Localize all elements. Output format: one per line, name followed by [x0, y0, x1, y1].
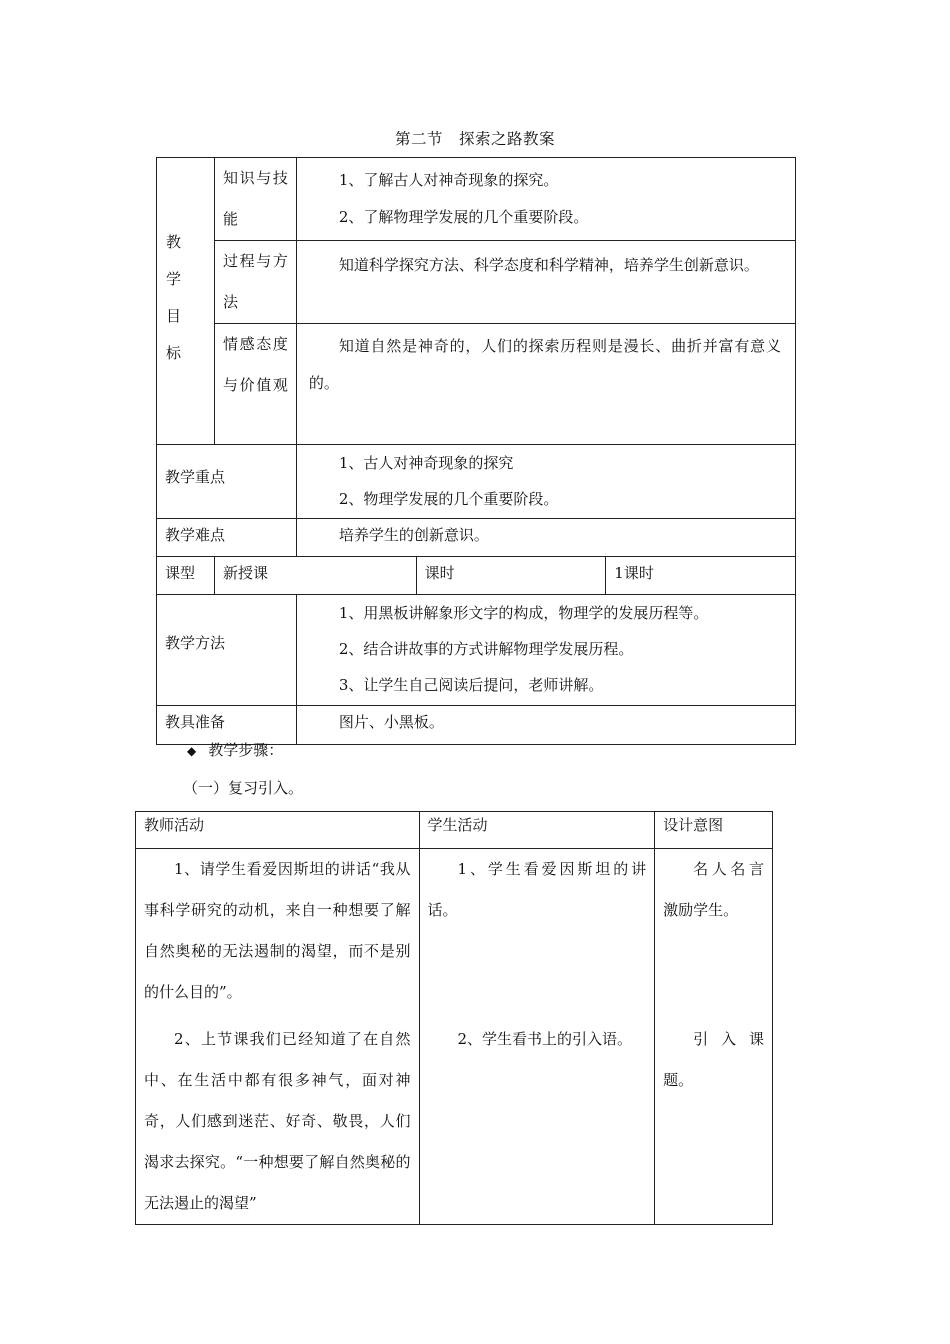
process-text: 知道科学探究方法、科学态度和科学精神，培养学生创新意识。 — [338, 256, 759, 274]
process-label: 过程与方法 — [222, 252, 288, 311]
teacher-activity-cell — [136, 849, 420, 1225]
steps-heading-row — [187, 736, 283, 765]
lesson-plan-table — [156, 157, 796, 745]
emotion-content-cell — [296, 324, 795, 445]
difficulty-label-cell — [157, 519, 297, 557]
emotion-label-cell — [214, 324, 296, 445]
col-student-header — [419, 812, 655, 849]
difficulty-content-cell — [296, 519, 795, 557]
method-content-cell — [296, 595, 795, 706]
type-label: 课型 — [165, 564, 196, 582]
key-content-cell — [296, 445, 795, 519]
period-label: 课时 — [424, 564, 455, 582]
diamond-bullet-icon: ◆ — [187, 744, 197, 758]
method-label-cell — [157, 595, 297, 706]
emotion-label: 情感态度与价值观 — [222, 335, 288, 394]
knowledge-label-cell — [214, 158, 296, 241]
difficulty-label: 教学难点 — [165, 526, 226, 544]
objectives-cell — [157, 158, 215, 445]
process-content-cell — [296, 241, 795, 324]
knowledge-item: 1、了解古人对神奇现象的探究。 — [338, 171, 559, 189]
method-item: 2、结合讲故事的方式讲解物理学发展历程。 — [338, 640, 634, 658]
period-value: 1课时 — [614, 564, 654, 582]
tools-label: 教具准备 — [165, 713, 226, 731]
method-label: 教学方法 — [165, 634, 226, 652]
activity-table — [135, 811, 773, 1225]
difficulty-text: 培养学生的创新意识。 — [338, 526, 489, 544]
intent-paragraph: 引入课题。 — [663, 1030, 764, 1089]
key-label: 教学重点 — [165, 468, 226, 486]
knowledge-item: 2、了解物理学发展的几个重要阶段。 — [338, 208, 589, 226]
intent-cell — [655, 849, 773, 1225]
key-label-cell — [157, 445, 297, 519]
col-student-label: 学生活动 — [427, 816, 488, 834]
col-intent-label: 设计意图 — [663, 816, 724, 834]
period-value-cell — [606, 557, 796, 595]
emotion-text: 知道自然是神奇的，人们的探索历程则是漫长、曲折并富有意义的。 — [308, 337, 781, 392]
period-label-cell — [416, 557, 606, 595]
key-item: 2、物理学发展的几个重要阶段。 — [338, 490, 559, 508]
teacher-paragraph: 1、请学生看爱因斯坦的讲话“我从事科学研究的动机，来自一种想要了解自然奥秘的无法遏制的渴望，而不是别的什么目的”。 — [144, 860, 411, 1001]
type-value: 新授课 — [222, 564, 268, 582]
student-activity-cell — [419, 849, 655, 1225]
tools-text: 图片、小黑板。 — [338, 713, 444, 731]
intent-paragraph: 名人名言激励学生。 — [663, 860, 764, 919]
col-teacher-header — [136, 812, 420, 849]
tools-content-cell — [296, 706, 795, 745]
page-title: 第二节 探索之路教案 — [394, 130, 555, 148]
section1-heading: （一）复习引入。 — [183, 779, 304, 797]
process-label-cell — [214, 241, 296, 324]
student-paragraph: 2、学生看书上的引入语。 — [457, 1030, 633, 1048]
key-item: 1、古人对神奇现象的探究 — [338, 454, 514, 472]
objectives-label: 教学目标 — [166, 233, 182, 362]
steps-heading: 教学步骤： — [208, 741, 284, 759]
teacher-paragraph: 2、上节课我们已经知道了在自然中、在生活中都有很多神气，面对神奇，人们感到迷茫、好奇、敬畏，人们渴求去探究。“一种想要了解自然奥秘的无法遏止的渴望” — [144, 1030, 411, 1212]
type-value-cell — [214, 557, 416, 595]
method-item: 3、让学生自己阅读后提问，老师讲解。 — [338, 676, 604, 694]
student-paragraph: 1、学生看爱因斯坦的讲话。 — [427, 860, 647, 919]
knowledge-content-cell — [296, 158, 795, 241]
type-label-cell — [157, 557, 215, 595]
knowledge-label: 知识与技能 — [222, 169, 288, 228]
col-teacher-label: 教师活动 — [144, 816, 205, 834]
method-item: 1、用黑板讲解象形文字的构成，物理学的发展历程等。 — [338, 604, 709, 622]
col-intent-header — [655, 812, 773, 849]
